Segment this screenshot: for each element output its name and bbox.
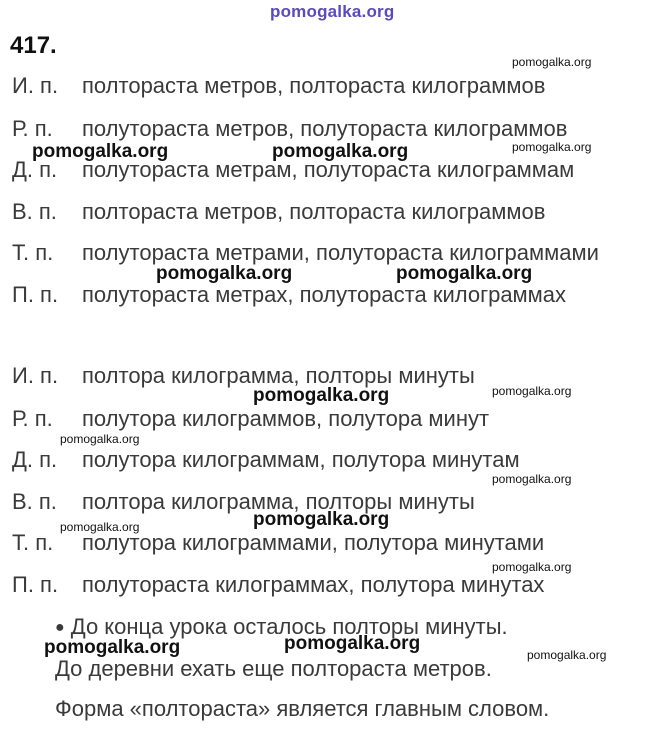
watermark: pomogalka.org — [527, 648, 607, 662]
case-label: П. п. — [12, 572, 59, 597]
row-text: полтора килограмма, полторы минуты — [82, 489, 475, 514]
row-text: полутора килограммами, полутора минутами — [82, 530, 545, 555]
case-label: В. п. — [12, 199, 57, 224]
table2-row-dative — [12, 447, 520, 473]
table2-row-accusative — [12, 489, 475, 515]
row-text: полутораста метров, полутораста килограммов — [82, 116, 568, 141]
watermark: pomogalka.org — [492, 384, 572, 398]
watermark: pomogalka.org — [44, 637, 181, 658]
table1-row-prepositional — [12, 282, 566, 308]
case-label: Д. п. — [12, 447, 58, 472]
table2-row-nominative — [12, 363, 475, 389]
bullet-icon: ● — [55, 619, 65, 636]
watermark: pomogalka.org — [512, 140, 592, 154]
row-text: полутораста метрами, полутораста килограммами — [82, 240, 599, 265]
watermark: pomogalka.org — [396, 263, 533, 284]
watermark: pomogalka.org — [272, 141, 409, 162]
case-label: Д. п. — [12, 157, 58, 182]
row-text: полтораста метров, полтораста килограммов — [82, 73, 546, 98]
case-label: Р. п. — [12, 406, 53, 431]
case-label: П. п. — [12, 282, 59, 307]
row-text: полтора килограмма, полторы минуты — [82, 363, 475, 388]
watermark: pomogalka.org — [512, 55, 592, 69]
row-text: полутора килограммов, полутора минут — [82, 406, 490, 431]
case-label: Т. п. — [12, 530, 54, 555]
row-text: полутора килограммам, полутора минутам — [82, 447, 520, 472]
sentence-text: До конца урока осталось полторы минуты. — [70, 614, 508, 639]
table1-row-genitive — [12, 116, 567, 142]
task-number: 417. — [10, 32, 57, 59]
row-text: полтораста метров, полтораста килограммов — [82, 199, 546, 224]
table2-row-prepositional — [12, 572, 544, 598]
case-label: И. п. — [12, 73, 59, 98]
case-label: И. п. — [12, 363, 59, 388]
watermark: pomogalka.org — [492, 472, 572, 486]
case-label: Т. п. — [12, 240, 54, 265]
watermark: pomogalka.org — [492, 560, 572, 574]
case-label: В. п. — [12, 489, 57, 514]
case-label: Р. п. — [12, 116, 53, 141]
row-text: полутораста килограммах, полутора минутах — [82, 572, 545, 597]
watermark: pomogalka.org — [253, 509, 390, 530]
row-text: полутораста метрах, полутораста килограммах — [82, 282, 567, 307]
conclusion-sentence: Форма «полтораста» является главным словом. — [55, 696, 550, 721]
example-sentence-2: До деревни ехать еще полтораста метров. — [55, 656, 492, 681]
watermark: pomogalka.org — [60, 520, 140, 534]
watermark: pomogalka.org — [284, 633, 421, 654]
table1-row-accusative — [12, 199, 545, 225]
table1-row-nominative — [12, 73, 545, 99]
watermark: pomogalka.org — [32, 141, 169, 162]
row-text: полутораста метрам, полутораста килограммам — [82, 157, 575, 182]
header-watermark: pomogalka.org — [270, 2, 395, 21]
table2-row-genitive — [12, 406, 489, 432]
watermark: pomogalka.org — [253, 385, 390, 406]
watermark: pomogalka.org — [60, 432, 140, 446]
watermark: pomogalka.org — [156, 263, 293, 284]
